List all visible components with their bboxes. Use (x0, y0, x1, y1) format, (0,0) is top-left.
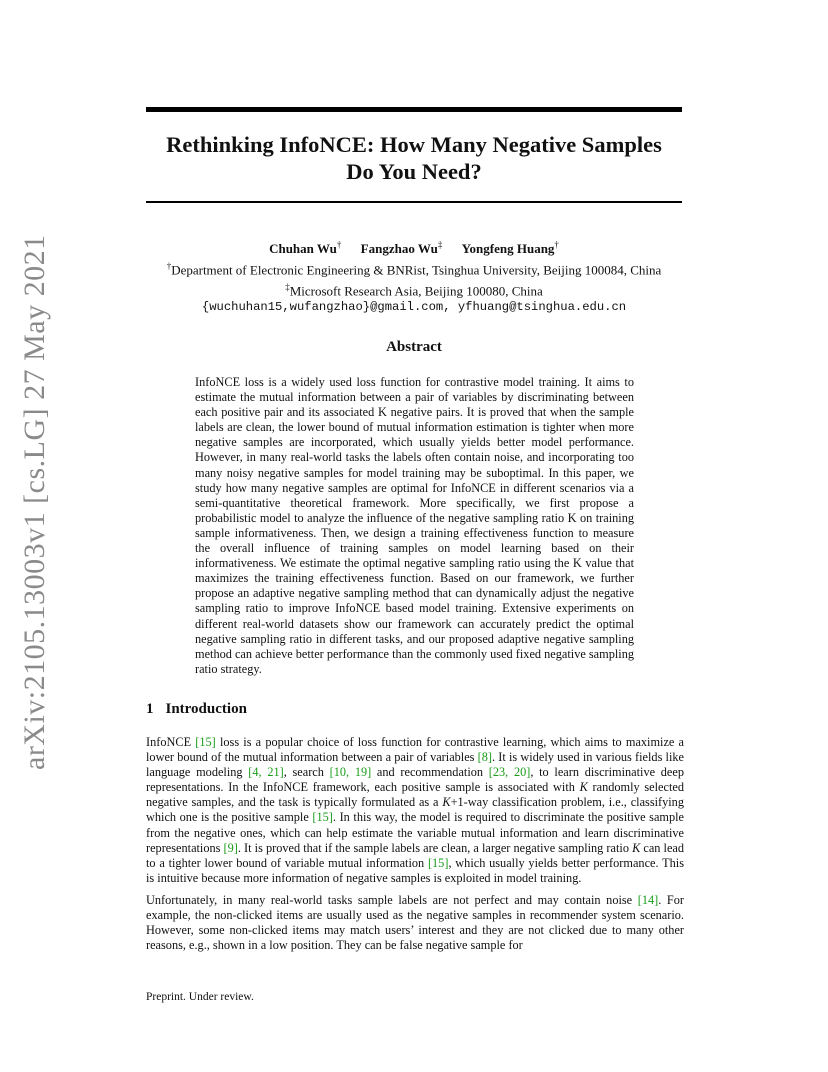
section-number: 1 (146, 701, 154, 717)
math-k: K (579, 780, 588, 795)
affiliation-2: ‡Microsoft Research Asia, Beijing 100080, China (285, 281, 543, 298)
affiliation-1: †Department of Electronic Engineering & BNRist, Tsinghua University, Beijing 100084, China (166, 260, 662, 278)
intro-paragraph-1: InfoNCE [15] loss is a popular choice of loss function for contrastive learning, which aims to maximize a lower bound of the mutual information between a pair of variables [8]. It is widely used in various fields like language modeling [4, 21], search [10, 19] and recommendation [23, 20], to learn discriminative deep representations. In the InfoNCE framework, each positive sample is associated with K randomly selected negative samples, and the task is typically formulated as a K+1-way classification problem, i.e., classifying which one is the positive sample [15]. In this way, the model is required to discriminate the positive sample from the negative ones, which can help estimate the variable mutual information and learn discriminative representations [9]. It is proved that if the sample labels are clean, a larger negative sampling ratio K can lead to a tighter lower bound of variable mutual information [15], which usually yields better performance. This is intuitive because more information of negative samples is exploited in model training. (146, 735, 685, 885)
author-3: Yongfeng Huang† (461, 240, 559, 257)
section-title: Introduction (165, 701, 247, 717)
abstract-heading: Abstract (386, 339, 442, 355)
author-emails[interactable]: {wuchuhan15,wufangzhao}@gmail.com, yfhuang@tsinghua.edu.cn (201, 300, 627, 315)
title-line-1: Rethinking InfoNCE: How Many Negative Samples (166, 132, 662, 157)
paper-title (146, 131, 682, 185)
title-top-rule (146, 107, 682, 112)
abstract-text: InfoNCE loss is a widely used loss function for contrastive model training. It aims to estimate the mutual information between a pair of variables by discriminating between each positive pair and its associated K negative pairs. It is proved that when the sample labels are clean, the lower bound of mutual information estimation is tighter when more negative samples are incorporated, which usually yields better model performance. However, in many real-world tasks the labels often contain noise, and incorporating too many noisy negative samples for model training may be suboptimal. In this paper, we study how many negative samples are optimal for InfoNCE in different scenarios via a semi-quantitative theoretical framework. More specifically, we first propose a probabilistic model to analyze the influence of the negative sampling ratio K on training sample informativeness. Then, we design a training effectiveness function to measure the overall influence of training samples on model learning based on their informativeness. We estimate the optimal negative sampling ratio using the K value that maximizes the training effectiveness function. Based on our framework, we further propose an adaptive negative sampling method that can dynamically adjust the negative sampling ratio to improve InfoNCE based model training. Extensive experiments on different real-world datasets show our framework can accurately predict the optimal negative sampling ratio in different tasks, and our proposed adaptive negative sampling method can achieve better performance than the commonly used fixed negative sampling ratio strategy. (195, 375, 634, 676)
author-1: Chuhan Wu† (269, 240, 342, 257)
citation-link[interactable]: [15] (195, 735, 216, 749)
abstract-body (195, 375, 634, 677)
author-names (100, 237, 728, 258)
citation-link[interactable]: [15] (427, 855, 449, 870)
title-bottom-rule (146, 201, 682, 203)
citation-link[interactable]: [9] (223, 840, 238, 855)
citation-link[interactable]: [23, 20] (488, 765, 531, 780)
section-heading-introduction (146, 701, 247, 718)
author-2: Fangzhao Wu‡ (360, 240, 443, 257)
arxiv-watermark: arXiv:2105.13003v1 [cs.LG] 27 May 2021 (18, 234, 51, 770)
intro-paragraph-2: Unfortunately, in many real-world tasks sample labels are not perfect and may contain noise [14]. For example, the non-clicked items are usually used as the negative samples in recommender system scenario. However, some non-clicked items may match users’ interest and they are not clicked due to many other reasons, e.g., shown in a low position. They can be false negative sample for (146, 892, 684, 953)
citation-link[interactable]: [10, 19] (329, 765, 372, 780)
citation-link[interactable]: [14] (637, 892, 659, 907)
citation-link[interactable]: [8] (477, 750, 493, 765)
math-k: K (442, 795, 451, 810)
math-k: K (632, 840, 641, 855)
author-block (100, 237, 728, 316)
page-footer: Preprint. Under review. (146, 991, 254, 1003)
citation-link[interactable]: [15] (312, 810, 333, 825)
citation-link[interactable]: [4, 21] (248, 765, 284, 780)
title-line-2: Do You Need? (346, 159, 482, 184)
introduction-body (146, 735, 684, 960)
